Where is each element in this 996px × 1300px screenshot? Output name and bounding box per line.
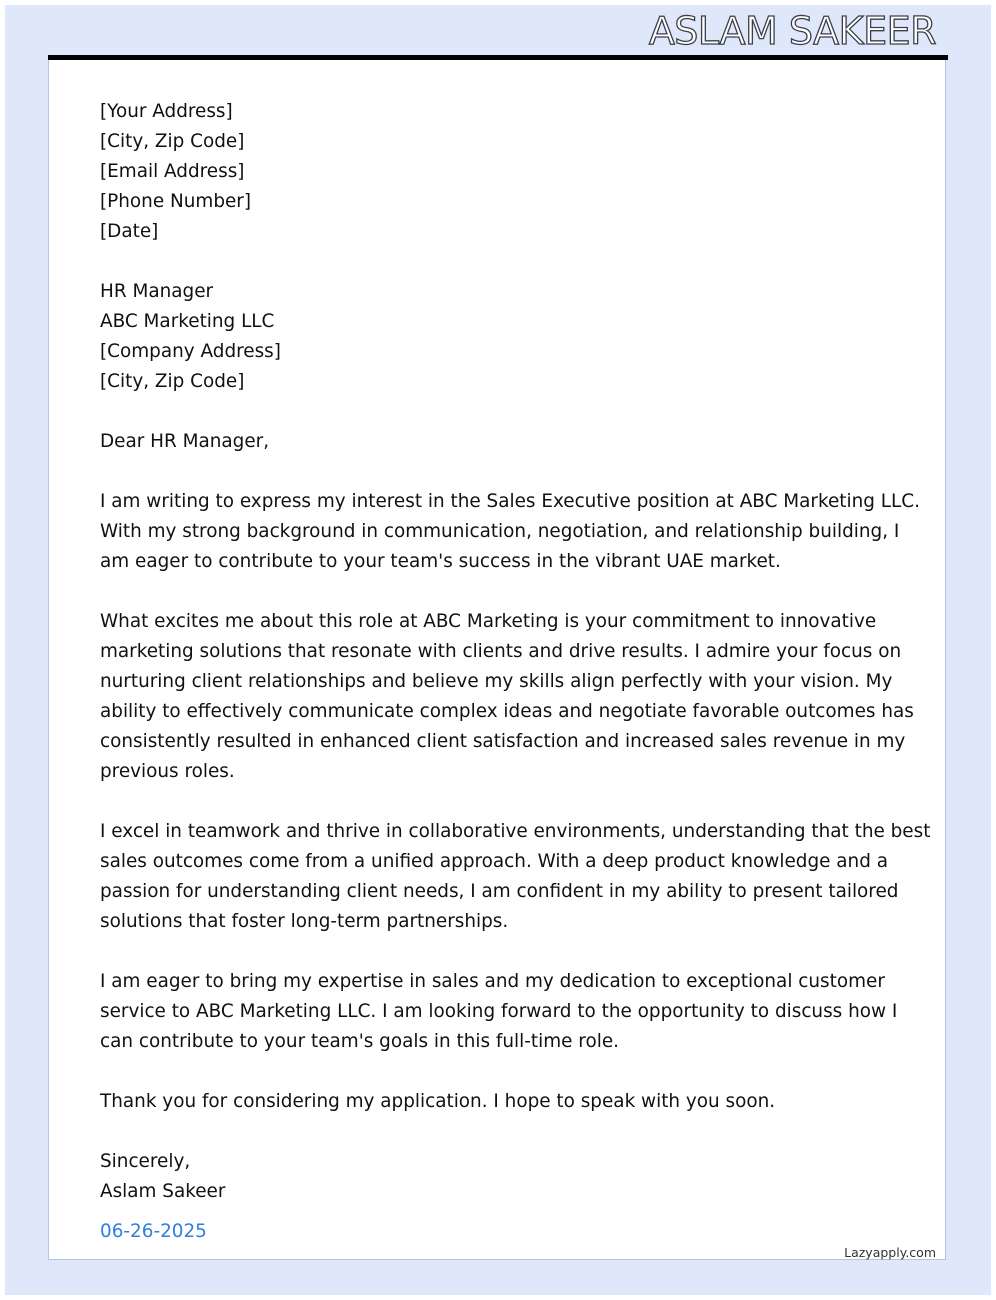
paragraph-line: sales outcomes come from a unified approach. With a deep product knowledge and a bbox=[100, 851, 888, 872]
paragraph-line: I am writing to express my interest in the Sales Executive position at ABC Marketing LLC. bbox=[100, 491, 920, 512]
paragraph bbox=[100, 817, 931, 937]
letter-date: 06-26-2025 bbox=[100, 1221, 207, 1242]
recipient-line: [Company Address] bbox=[100, 341, 281, 362]
paragraph-line: service to ABC Marketing LLC. I am looking forward to the opportunity to discuss how I bbox=[100, 1001, 898, 1022]
salutation: Dear HR Manager, bbox=[100, 431, 270, 452]
paragraph-line: With my strong background in communication, negotiation, and relationship building, I bbox=[100, 521, 900, 542]
watermark-link[interactable]: Lazyapply.com bbox=[844, 1245, 936, 1260]
paragraph bbox=[100, 967, 900, 1057]
author-name-heading: ASLAM SAKEER bbox=[648, 9, 936, 53]
recipient-line: [City, Zip Code] bbox=[100, 371, 245, 392]
paragraph-line: can contribute to your team's goals in this full-time role. bbox=[100, 1031, 619, 1052]
paragraph-line: I am eager to bring my expertise in sales and my dedication to exceptional customer bbox=[100, 971, 885, 992]
paragraph-line: ability to effectively communicate complex ideas and negotiate favorable outcomes has bbox=[100, 701, 914, 722]
letter-page bbox=[48, 60, 946, 1260]
paragraph-line: passion for understanding client needs, I am confident in my ability to present tailored bbox=[100, 881, 899, 902]
recipient-line: HR Manager bbox=[100, 281, 214, 302]
paragraph bbox=[100, 487, 920, 577]
closing: Sincerely, bbox=[100, 1151, 191, 1172]
signature: Aslam Sakeer bbox=[100, 1181, 226, 1202]
paragraph-line: consistently resulted in enhanced client satisfaction and increased sales revenue in my bbox=[100, 731, 906, 752]
paragraph-line: nurturing client relationships and believe my skills align perfectly with your vision. My bbox=[100, 671, 893, 692]
sender-line: [Email Address] bbox=[100, 161, 245, 182]
recipient-line: ABC Marketing LLC bbox=[100, 311, 275, 332]
paragraph-line: am eager to contribute to your team's success in the vibrant UAE market. bbox=[100, 551, 781, 572]
paragraph-line: What excites me about this role at ABC Marketing is your commitment to innovative bbox=[100, 611, 877, 632]
paragraph-line: Thank you for considering my application. I hope to speak with you soon. bbox=[100, 1091, 776, 1112]
paragraph bbox=[100, 607, 914, 787]
sender-line: [Date] bbox=[100, 221, 159, 242]
paragraph bbox=[100, 1087, 900, 1117]
letter-body bbox=[100, 97, 931, 1207]
paragraph-line: I excel in teamwork and thrive in collaborative environments, understanding that the best bbox=[100, 821, 931, 842]
sender-line: [Your Address] bbox=[100, 101, 233, 122]
sender-line: [Phone Number] bbox=[100, 191, 252, 212]
recipient-block bbox=[100, 277, 900, 397]
paragraph-line: solutions that foster long-term partnerships. bbox=[100, 911, 509, 932]
sender-block bbox=[100, 97, 900, 247]
sender-line: [City, Zip Code] bbox=[100, 131, 245, 152]
paragraph-line: marketing solutions that resonate with clients and drive results. I admire your focus on bbox=[100, 641, 902, 662]
paragraph-line: previous roles. bbox=[100, 761, 235, 782]
